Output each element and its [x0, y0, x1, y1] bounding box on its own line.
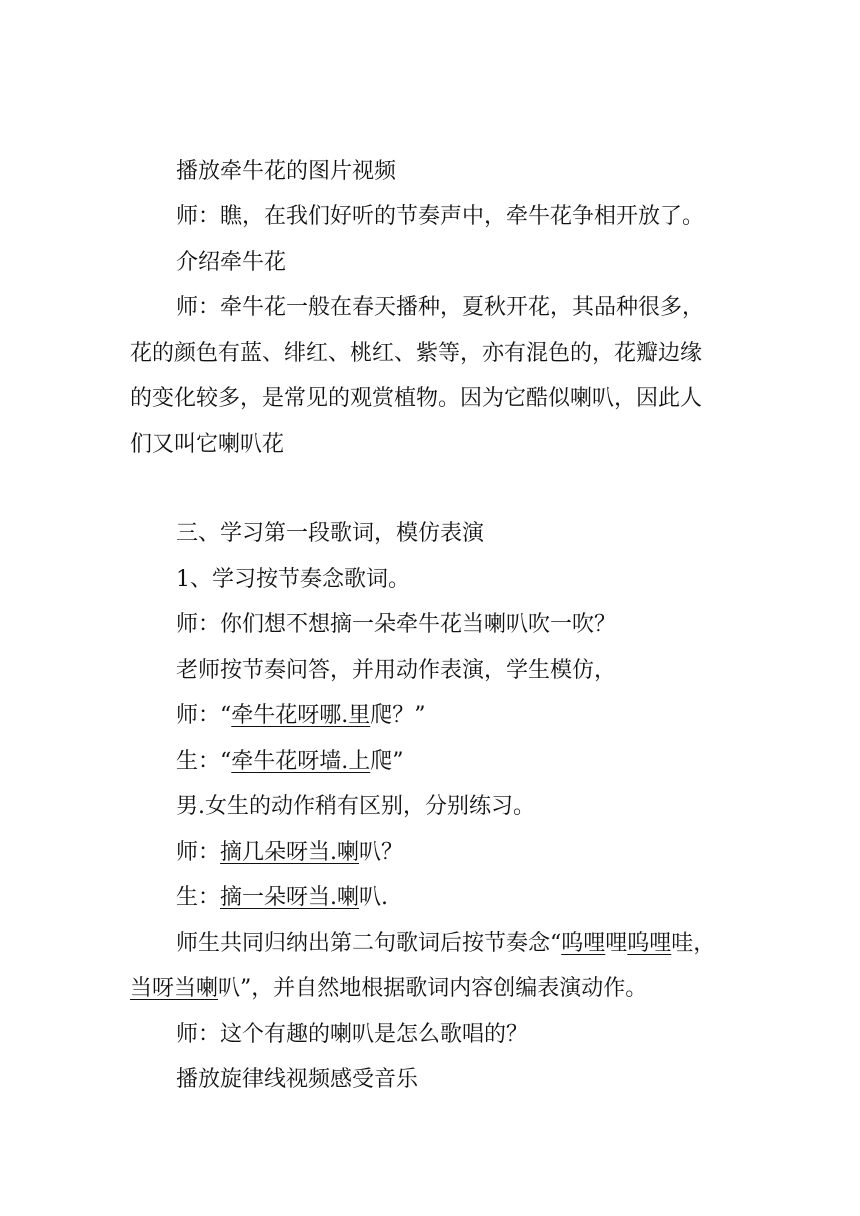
text-segment: 师生共同归纳出第二句歌词后按节奏念“ — [176, 931, 562, 956]
text-segment: 叭”，并自然地根据歌词内容创编表演动作。 — [218, 976, 648, 1001]
paragraph-line: 们又叫它喇叭花 — [130, 432, 285, 457]
dialogue-line — [176, 747, 404, 777]
dialogue-line — [176, 701, 426, 731]
paragraph-line: 师：你们想不想摘一朵牵牛花当喇叭吹一吹？ — [176, 612, 617, 637]
text-segment: 哇， — [671, 931, 716, 956]
dialogue-suffix: 叭？ — [359, 840, 404, 865]
dialogue-prefix: 生：“ — [176, 749, 232, 774]
paragraph-line — [130, 974, 647, 1004]
underlined-lyric: 呜哩 — [561, 931, 606, 956]
underlined-lyric: 摘一朵呀当.喇 — [220, 885, 360, 910]
paragraph-line: 花的颜色有蓝、绯红、桃红、紫等，亦有混色的，花瓣边缘 — [130, 341, 703, 366]
dialogue-suffix: 叭. — [359, 885, 389, 910]
paragraph-line: 播放旋律线视频感受音乐 — [176, 1067, 419, 1092]
text-segment: 哩 — [605, 931, 628, 956]
paragraph-line — [176, 929, 715, 959]
underlined-lyric: 牵牛花呀墙.上 — [231, 749, 371, 774]
paragraph-line: 师：这个有趣的喇叭是怎么歌唱的？ — [176, 1022, 529, 1047]
section-heading: 三、学习第一段歌词，模仿表演 — [176, 521, 485, 546]
dialogue-prefix: 师：“ — [176, 703, 232, 728]
paragraph-line: 老师按节奏问答，并用动作表演，学生模仿， — [176, 658, 617, 683]
paragraph-line: 师：牵牛花一般在春天播种，夏秋开花，其品种很多， — [176, 295, 705, 320]
underlined-lyric: 牵牛花呀哪.里 — [231, 703, 371, 728]
dialogue-suffix: 爬” — [370, 749, 404, 774]
paragraph-line: 的变化较多，是常见的观赏植物。因为它酷似喇叭，因此人 — [130, 386, 703, 411]
dialogue-line — [176, 838, 403, 868]
paragraph-line: 介绍牵牛花 — [176, 250, 287, 275]
dialogue-prefix: 师： — [176, 840, 221, 865]
underlined-lyric: 呜哩 — [627, 931, 672, 956]
subsection-heading: 1、学习按节奏念歌词。 — [176, 567, 410, 592]
dialogue-prefix: 生： — [176, 885, 221, 910]
underlined-lyric: 当呀当喇 — [130, 976, 219, 1001]
paragraph-line: 男.女生的动作稍有区别，分别练习。 — [176, 794, 535, 819]
paragraph-line: 播放牵牛花的图片视频 — [176, 159, 397, 184]
dialogue-line — [176, 883, 388, 913]
underlined-lyric: 摘几朵呀当.喇 — [220, 840, 360, 865]
dialogue-suffix: 爬？” — [370, 703, 426, 728]
paragraph-line: 师：瞧，在我们好听的节奏声中，牵牛花争相开放了。 — [176, 204, 705, 229]
